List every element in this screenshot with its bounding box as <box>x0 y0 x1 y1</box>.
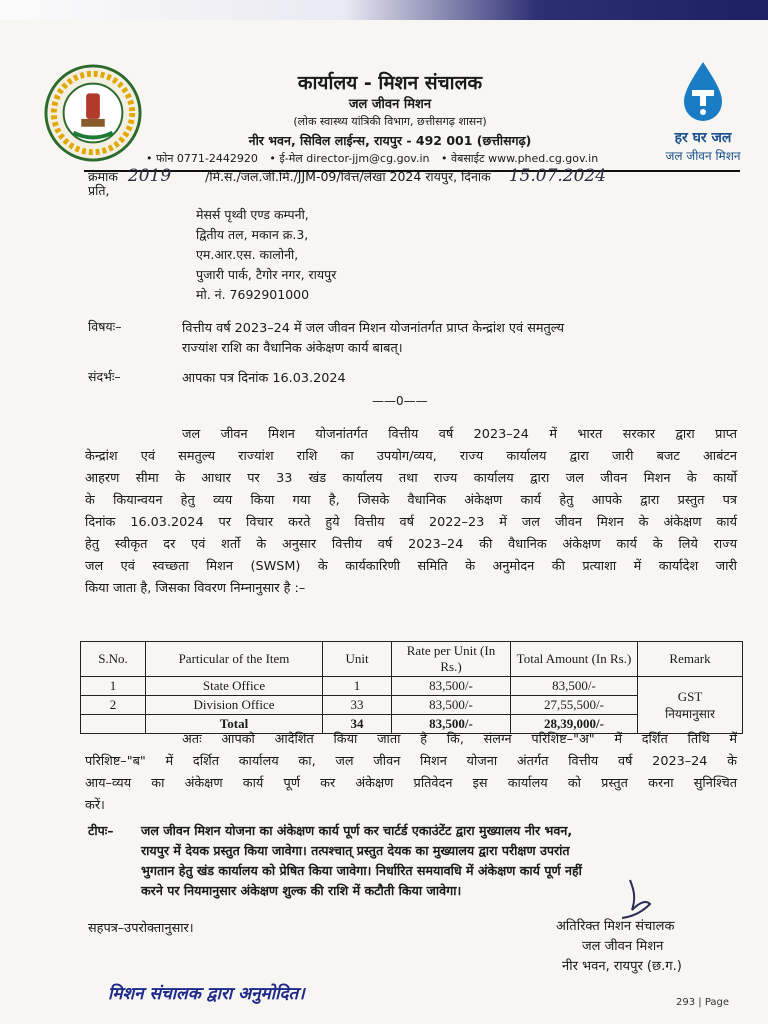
cell-blank <box>81 715 146 734</box>
reference-label: संदर्भः– <box>88 369 121 384</box>
work-order-table <box>80 641 743 734</box>
ref-text: /मि.सं./जल.जी.मि./JJM-09/वित्त/लेखा 2024 रायपुर, दिनांक <box>205 169 491 184</box>
body-line: दिनांक 16.03.2024 पर विचार करते हुये वित्तीय वर्ष 2022–23 में जल जीवन मिशन के अंकेक्षण कार्य <box>85 515 737 530</box>
note-label: टीपः– <box>88 823 114 838</box>
enclosure: सहपत्र–उपरोक्तानुसार। <box>88 921 194 936</box>
addressee-line: पुजारी पार्क, टैगोर नगर, रायपुर <box>196 267 337 282</box>
signatory-designation: अतिरिक्त मिशन संचालक <box>556 919 675 934</box>
ref-number: 2019 <box>127 166 172 186</box>
signatory-place: नीर भवन, रायपुर (छ.ग.) <box>562 959 682 974</box>
department-name: (लोक स्वास्थ्य यांत्रिकी विभाग, छत्तीसगढ़ शासन) <box>293 115 487 128</box>
mission-name: जल जीवन मिशन <box>348 97 432 112</box>
cell-remark <box>638 677 743 734</box>
cell-amount: 27,55,500/- <box>511 696 638 715</box>
table-header-row <box>81 642 743 677</box>
note-line: रायपुर में देयक प्रस्तुत किया जावेगा। तत्पश्चात् प्रस्तुत देयक का मुख्यालय द्वारा परीक्षण उपरांत <box>141 843 570 858</box>
prati: प्रति, <box>88 183 110 198</box>
instruction-line: परिशिष्ट–"ब" में दर्शित कार्यालय का, जल जीवन मिशन योजना अंतर्गत वित्तीय वर्ष 2023–24 के <box>85 754 737 769</box>
instruction-line: आय–व्यय का अंकेक्षण कार्य पूर्ण कर अंकेक्षण प्रतिवेदन इस कार्यालय को प्रस्तुत करना सुनिश्चित <box>85 776 737 791</box>
col-sno: S.No. <box>81 642 146 677</box>
chhattisgarh-emblem-icon <box>44 64 142 162</box>
page-number: 293 | Page <box>676 997 730 1008</box>
total-unit: 34 <box>323 715 392 734</box>
har-ghar-jal-logo <box>648 60 758 170</box>
body-line: आहरण सीमा के आधार पर 33 खंड कार्यालय तथा राज्य कार्यालय द्वारा जल जीवन मिशन के कार्यो <box>85 471 737 486</box>
subject-line: राज्यांश राशि का वैधानिक अंकेक्षण कार्य बाबत्। <box>182 341 403 356</box>
letter-page <box>0 20 768 1024</box>
body-line: केन्द्रांश एवं समतुल्य राज्यांश राशि का उपयोग/व्यय, राज्य कार्यालय द्वारा जारी बजट आबंटन <box>85 449 737 464</box>
col-remark: Remark <box>638 642 743 677</box>
col-amount: Total Amount (In Rs.) <box>511 642 638 677</box>
total-rate: 83,500/- <box>392 715 511 734</box>
body-line: जल जीवन मिशन योजनांतर्गत वित्तीय वर्ष 2023–24 में भारत सरकार द्वारा प्राप्त <box>182 427 737 442</box>
cell-rate: 83,500/- <box>392 677 511 696</box>
cell-item: Division Office <box>146 696 323 715</box>
remark-gst: GST <box>677 688 703 704</box>
ref-prefix: क्रमांक <box>88 169 118 184</box>
instruction-line: अतः आपको आदेशित किया जाता है कि, संलग्न परिशिष्ट–"अ" में दर्शित तिथि में <box>182 732 737 747</box>
note-line: करने पर नियमानुसार अंकेक्षण शुल्क की राशि में कटौती किया जावेगा। <box>141 883 462 898</box>
office-title: कार्यालय - मिशन संचालक <box>297 72 483 94</box>
signatory-mission: जल जीवन मिशन <box>582 939 664 954</box>
body-line: के कियान्वयन हेतु व्यय किया गया है, जिसके वैधानिक अंकेक्षण कार्य हेतु आपके द्वारा प्रस्तुत पत्र <box>85 493 737 508</box>
addressee-line: द्वितीय तल, मकान क्र.3, <box>196 227 309 242</box>
phone: • फोन 0771-2442920 <box>146 152 258 165</box>
separator: ——0—— <box>372 394 428 408</box>
col-rate: Rate per Unit (In Rs.) <box>392 642 511 677</box>
remark-rule: नियमानुसार <box>665 706 715 721</box>
cell-sno: 1 <box>81 677 146 696</box>
scan-top-band <box>0 0 768 20</box>
cell-rate: 83,500/- <box>392 696 511 715</box>
ref-date: 15.07.2024 <box>508 166 607 186</box>
col-item: Particular of the Item <box>146 642 323 677</box>
cell-unit: 33 <box>323 696 392 715</box>
cell-amount: 83,500/- <box>511 677 638 696</box>
approval-stamp: मिशन संचालक द्वारा अनुमोदित। <box>108 984 305 1004</box>
body-line: हेतु स्वीकृत दर एवं शर्तो के अनुसार वित्तीय वर्ष 2023–24 की वैधानिक अंकेक्षण कार्य के लिये राज्य <box>85 537 737 552</box>
cell-item: State Office <box>146 677 323 696</box>
total-label: Total <box>146 715 323 734</box>
total-amount: 28,39,000/- <box>511 715 638 734</box>
cell-sno: 2 <box>81 696 146 715</box>
reference-line <box>88 166 606 186</box>
addressee-line: मेसर्स पृथ्वी एण्ड कम्पनी, <box>196 207 309 222</box>
subject-label: विषयः– <box>88 319 122 334</box>
logo-line1: हर घर जल <box>674 130 732 146</box>
cell-unit: 1 <box>323 677 392 696</box>
col-unit: Unit <box>323 642 392 677</box>
office-address: नीर भवन, सिविल लाईन्स, रायपुर - 492 001 (छत्तीसगढ़) <box>248 133 532 148</box>
addressee-mobile: मो. नं. 7692901000 <box>196 287 310 302</box>
body-line: किया जाता है, जिसका विवरण निम्नानुसार है :– <box>85 581 306 596</box>
email: • ई-मेल director-jjm@cg.gov.in <box>269 152 430 165</box>
logo-line2: जल जीवन मिशन <box>665 149 741 163</box>
note-line: जल जीवन मिशन योजना का अंकेक्षण कार्य पूर्ण कर चार्टर्ड एकाउंटेंट द्वारा मुख्यालय नीर भवन, <box>141 823 573 838</box>
website: • वेबसाईट www.phed.cg.gov.in <box>440 152 599 165</box>
note-line: भुगतान हेतु खंड कार्यालय को प्रेषित किया जावेगा। निर्धारित समयावधि में अंकेक्षण कार्य पूर्ण नहीं <box>141 863 582 878</box>
body-line: जल एवं स्वच्छता मिशन (SWSM) के कार्यकारिणी समिति के अनुमोदन की प्रत्याशा में कार्यादेश जारी <box>85 559 737 574</box>
table-row <box>81 677 743 696</box>
contact-line <box>146 151 606 166</box>
instruction-line: करें। <box>85 798 105 813</box>
addressee-line: एम.आर.एस. कालोनी, <box>196 247 299 262</box>
reference-text: आपका पत्र दिनांक 16.03.2024 <box>182 371 346 386</box>
water-drop-tap-icon <box>648 60 758 126</box>
subject-line: वित्तीय वर्ष 2023–24 में जल जीवन मिशन योजनांतर्गत प्राप्त केन्द्रांश एवं समतुल्य <box>182 321 565 336</box>
